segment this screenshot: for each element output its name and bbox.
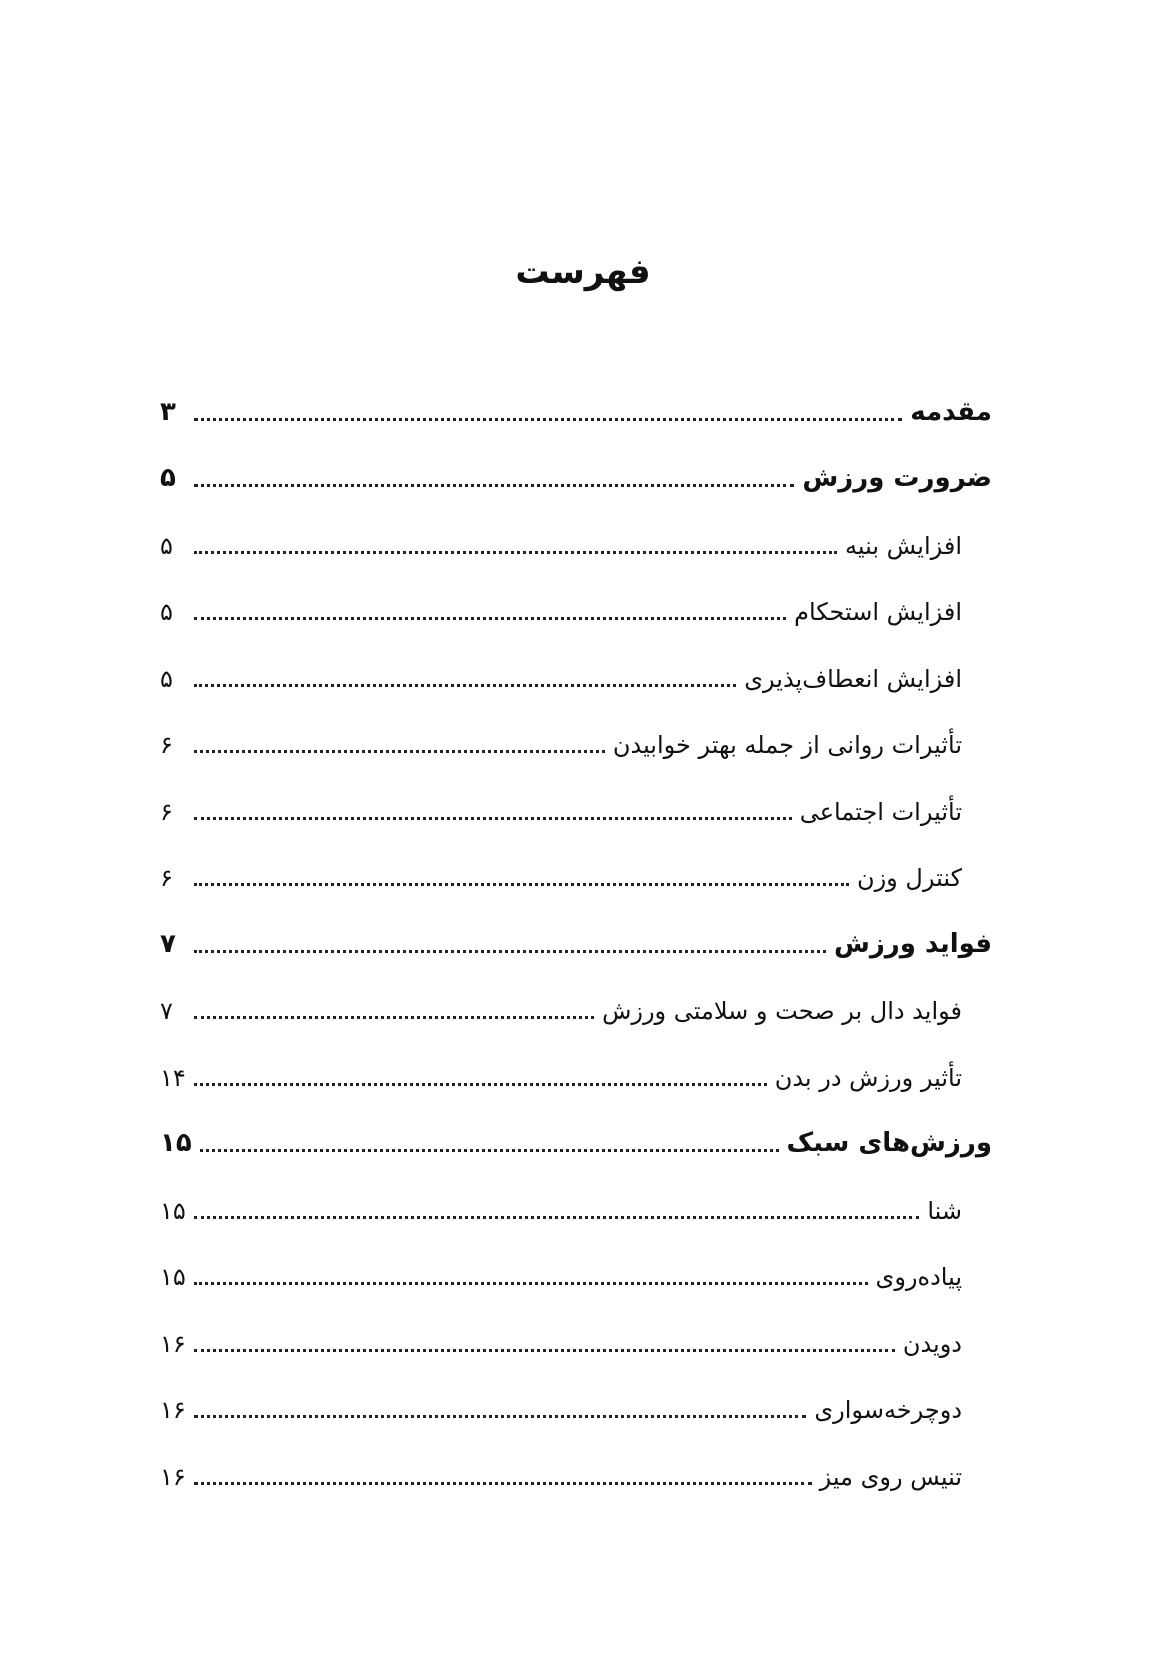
toc-entry-introduction[interactable] (160, 372, 992, 439)
toc-entry-health-benefits[interactable] (160, 971, 992, 1038)
toc-entry-page: ۵ (160, 531, 173, 560)
toc-entry-title: فواید ورزش (833, 928, 992, 959)
toc-entry-title: افزایش انعطاف‌پذیری (744, 664, 962, 693)
toc-entry-title: پیاده‌روی (875, 1263, 962, 1291)
toc-entry-title: فواید دال بر صحت و سلامتی ورزش (602, 997, 962, 1025)
dot-leader (194, 1083, 767, 1086)
toc-entry-title: تأثیرات اجتماعی (799, 797, 962, 826)
toc-entry-title: تنیس روی میز (819, 1462, 962, 1491)
dot-leader (194, 1282, 868, 1285)
toc-entry-page: ۷ (160, 997, 173, 1025)
dot-leader (194, 551, 837, 554)
toc-entry-running[interactable] (160, 1303, 992, 1370)
page-title: فهرست (515, 252, 651, 292)
toc-entry-page: ۵ (160, 664, 173, 693)
toc-entry-psychological-effects[interactable] (160, 705, 992, 772)
toc-entry-page: ۱۵ (160, 1128, 192, 1158)
toc-entry-flexibility[interactable] (160, 638, 992, 705)
toc-entry-necessity-of-exercise[interactable] (160, 439, 992, 506)
toc-entry-page: ۵ (160, 598, 173, 626)
toc-entry-swimming[interactable] (160, 1170, 992, 1237)
dot-leader (194, 1415, 806, 1418)
toc-entry-title: کنترل وزن (856, 864, 962, 892)
dot-leader (194, 1349, 895, 1352)
toc-entry-light-exercises[interactable] (160, 1104, 992, 1171)
toc-entry-page: ۷ (160, 928, 176, 959)
toc-entry-walking[interactable] (160, 1237, 992, 1304)
toc-entry-table-tennis[interactable] (160, 1436, 992, 1503)
toc-entry-title: تأثیرات روانی از جمله بهتر خوابیدن (612, 731, 962, 759)
toc-entry-page: ۱۵ (160, 1196, 186, 1225)
toc-entry-title: افزایش استحکام (794, 598, 962, 626)
toc-entry-page: ۱۶ (160, 1329, 186, 1358)
dot-leader (194, 617, 786, 620)
toc-entry-title: تأثیر ورزش در بدن (774, 1063, 962, 1092)
toc-entry-social-effects[interactable] (160, 771, 992, 838)
toc-entry-page: ۶ (160, 797, 173, 826)
toc-entry-page: ۶ (160, 864, 173, 892)
table-of-contents (160, 372, 992, 1503)
toc-entry-title: شنا (927, 1196, 962, 1225)
toc-entry-title: دویدن (902, 1329, 962, 1358)
dot-leader (200, 1149, 779, 1152)
dot-leader (194, 1482, 812, 1485)
dot-leader (194, 950, 826, 953)
toc-entry-stamina[interactable] (160, 505, 992, 572)
toc-entry-page: ۵ (160, 463, 176, 493)
toc-entry-strength[interactable] (160, 572, 992, 639)
toc-entry-page: ۱۶ (160, 1462, 186, 1491)
toc-entry-page: ۳ (160, 396, 176, 427)
toc-entry-title: افزایش بنیه (845, 531, 962, 560)
toc-entry-title: ضرورت ورزش (802, 463, 992, 493)
dot-leader (194, 684, 736, 687)
dot-leader (194, 750, 605, 753)
toc-entry-effect-on-body[interactable] (160, 1037, 992, 1104)
dot-leader (194, 418, 902, 421)
dot-leader (194, 1216, 919, 1219)
toc-entry-cycling[interactable] (160, 1370, 992, 1437)
toc-entry-title: ورزش‌های سبک (786, 1128, 992, 1158)
toc-entry-page: ۱۴ (160, 1063, 186, 1092)
toc-entry-title: دوچرخه‌سواری (814, 1396, 962, 1424)
dot-leader (194, 484, 794, 487)
toc-entry-title: مقدمه (910, 396, 992, 427)
dot-leader (194, 817, 792, 820)
toc-entry-page: ۶ (160, 731, 173, 759)
dot-leader (194, 883, 849, 886)
toc-entry-page: ۱۶ (160, 1396, 186, 1424)
toc-entry-weight-control[interactable] (160, 838, 992, 905)
dot-leader (194, 1016, 594, 1019)
toc-entry-benefits-of-exercise[interactable] (160, 904, 992, 971)
toc-entry-page: ۱۵ (160, 1263, 186, 1291)
